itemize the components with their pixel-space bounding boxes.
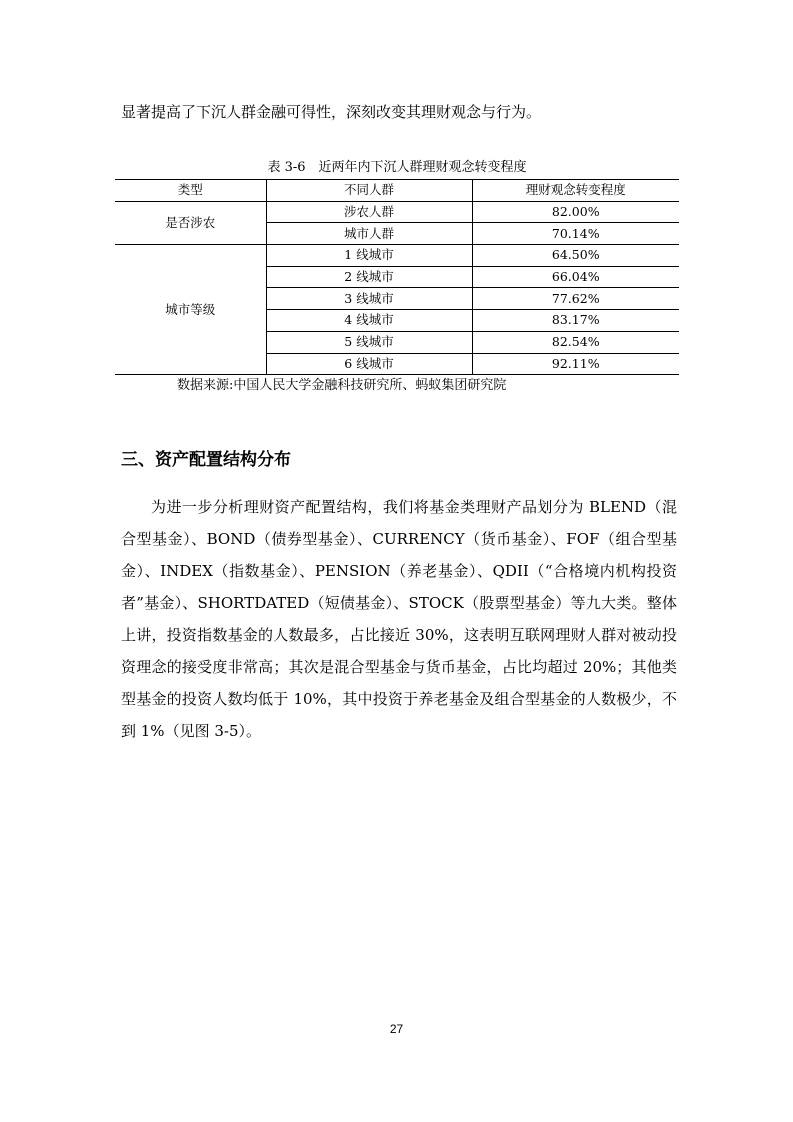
column-header-type: 类型 xyxy=(115,180,266,202)
category-cell: 城市等级 xyxy=(115,245,266,375)
group-cell: 城市人群 xyxy=(266,223,472,245)
table-source-note: 数据来源:中国人民大学金融科技研究所、蚂蚁集团研究院 xyxy=(177,378,507,393)
data-table xyxy=(115,179,679,375)
value-cell: 82.00% xyxy=(472,201,679,223)
table-row xyxy=(115,201,679,223)
category-cell: 是否涉农 xyxy=(115,201,266,244)
value-cell: 82.54% xyxy=(472,331,679,353)
value-cell: 66.04% xyxy=(472,266,679,288)
table-caption: 表 3-6 近两年内下沉人群理财观念转变程度 xyxy=(267,160,527,175)
table-header-row xyxy=(115,180,679,202)
value-cell: 83.17% xyxy=(472,310,679,332)
group-cell: 涉农人群 xyxy=(266,201,472,223)
group-cell: 1 线城市 xyxy=(266,245,472,267)
intro-paragraph: 显著提高了下沉人群金融可得性，深刻改变其理财观念与行为。 xyxy=(121,103,542,121)
column-header-group: 不同人群 xyxy=(266,180,472,202)
group-cell: 5 线城市 xyxy=(266,331,472,353)
group-cell: 4 线城市 xyxy=(266,310,472,332)
value-cell: 70.14% xyxy=(472,223,679,245)
value-cell: 77.62% xyxy=(472,288,679,310)
body-paragraph: 为进一步分析理财资产配置结构，我们将基金类理财产品划分为 BLEND（混合型基金）、BOND（债券型基金）、CURRENCY（货币基金）、FOF（组合型基金）、INDEX（指数基金）、PENSION（养老基金）、QDII（“合格境内机构投资者”基金）、SHORTDATED（短债基金）、STOCK（股票型基金）等九大类。整体上讲，投资指数基金的人数最多，占比接近 30%，这表明互联网理财人群对被动投资理念的接受度非常高；其次是混合型基金与货币基金，占比均超过 20%；其他类型基金的投资人数均低于 10%，其中投资于养老基金及组合型基金的人数极少，不到 1%（见图 3-5）。 xyxy=(121,498,677,740)
group-cell: 2 线城市 xyxy=(266,266,472,288)
table-row xyxy=(115,245,679,267)
page-number: 27 xyxy=(389,1022,404,1036)
group-cell: 6 线城市 xyxy=(266,353,472,375)
value-cell: 92.11% xyxy=(472,353,679,375)
column-header-value: 理财观念转变程度 xyxy=(472,180,679,202)
group-cell: 3 线城市 xyxy=(266,288,472,310)
section-heading: 三、资产配置结构分布 xyxy=(121,450,291,470)
value-cell: 64.50% xyxy=(472,245,679,267)
